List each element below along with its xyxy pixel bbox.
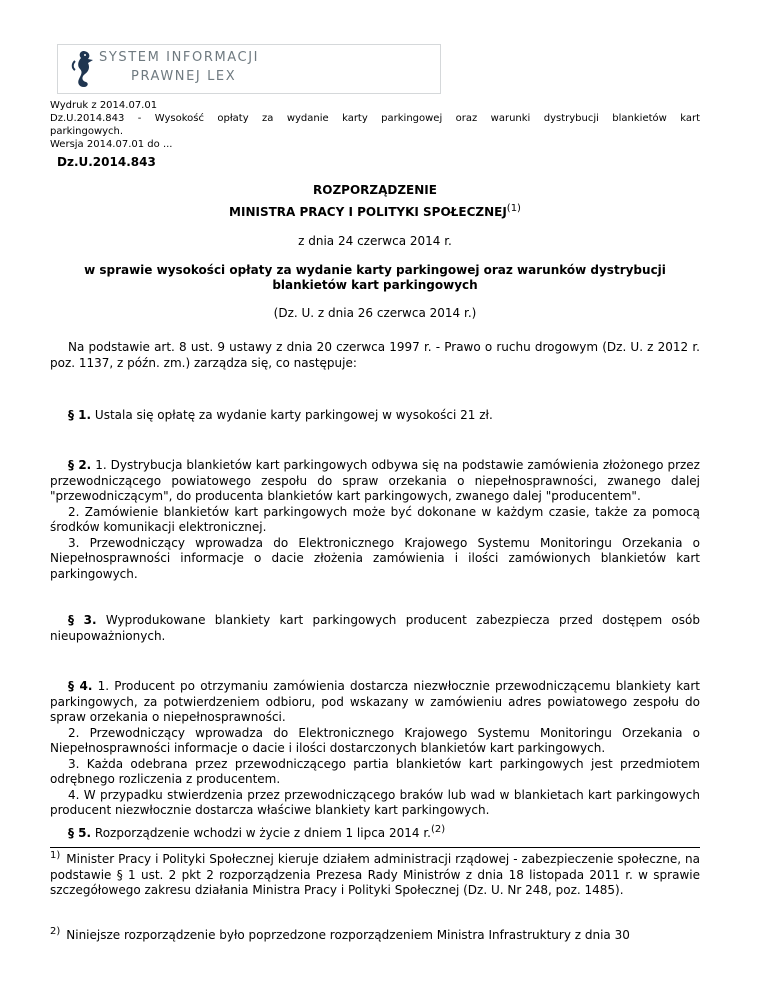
title-minister-text: MINISTRA PRACY I POLITYKI SPOŁECZNEJ xyxy=(229,205,507,219)
section-2-point-1: 1. Dystrybucja blankietów kart parkingowych odbywa się na podstawie zamówienia złożonego przez przewodniczącego powiatowego zespołu do spraw orzekania o niepełnosprawności, zwanego dalej "przewodniczącym", do producenta blankietów kart parkingowych, zwanego dalej "producentem". xyxy=(50,458,700,503)
section-4-point-1: 1. Producent po otrzymaniu zamówienia dostarcza niezwłocznie przewodniczącemu blankiety kart parkingowych, za potwierdzeniem odbioru, pod wskazany w zamówieniu adres powiatowego zespołu do spraw orzekania o niepełnosprawności. xyxy=(50,679,700,724)
footnote-1 xyxy=(50,852,700,899)
preamble-text: Na podstawie art. 8 ust. 9 ustawy z dnia 20 czerwca 1997 r. - Prawo o ruchu drogowym (Dz. U. z 2012 r. poz. 1137, z późn. zm.) zarządza się, co następuje: xyxy=(50,340,700,370)
footnote-1-mark: 1) xyxy=(50,850,61,861)
section-5-label: § 5. xyxy=(68,826,92,840)
section-2-point-3: 3. Przewodniczący wprowadza do Elektronicznego Krajowego Systemu Monitoringu Orzekania o Niepełnosprawności informacje o dacie złożenia zamówienia i ilości zamówionych blankietów kart parkingowych. xyxy=(50,535,700,581)
preamble xyxy=(50,340,700,371)
footnote-1-text: Minister Pracy i Polityki Społecznej kieruje działem administracji rządowej - zabezpieczenie społeczne, na podstawie § 1 ust. 2 pkt 2 rozporządzenia Prezesa Rady Ministrów z dnia 18 listopada 2011 r. w sprawie szczegółowego zakresu działania Ministra Pracy i Polityki Społecznej (Dz. U. Nr 248, poz. 1485). xyxy=(50,852,700,897)
section-3-label: § 3. xyxy=(68,613,97,627)
section-2-label: § 2. xyxy=(68,458,92,472)
footnote-2-text: Niniejsze rozporządzenie było poprzedzone rozporządzeniem Ministra Infrastruktury z dnia 30 xyxy=(66,928,630,942)
section-2-point-2: 2. Zamówienie blankietów kart parkingowych może być dokonane w każdym czasie, także za pomocą środków komunikacji elektronicznej. xyxy=(50,504,700,534)
print-metadata xyxy=(50,99,700,151)
document-id: Dz.U.2014.843 xyxy=(57,155,156,169)
footnote-2-mark: 2) xyxy=(50,926,61,937)
title-regulation: ROZPORZĄDZENIE xyxy=(313,183,437,197)
section-5 xyxy=(50,826,700,842)
lex-logo xyxy=(57,44,441,94)
section-4-label: § 4. xyxy=(68,679,93,693)
footnote-ref-2[interactable]: (2) xyxy=(430,824,446,835)
title-minister xyxy=(50,205,700,219)
section-4-point-2: 2. Przewodniczący wprowadza do Elektronicznego Krajowego Systemu Monitoringu Orzekania o Niepełnosprawności informacje o dacie i ilości dostarczonych blankietów kart parkingowych. xyxy=(50,725,700,755)
section-5-text: Rozporządzenie wchodzi w życie z dniem 1 lipca 2014 r. xyxy=(91,826,431,840)
reference-line-continued: parkingowych. xyxy=(50,126,124,137)
section-2 xyxy=(50,458,700,582)
section-4-point-4: 4. W przypadku stwierdzenia przez przewodniczącego braków lub wad w blankietach kart parkingowych producent niezwłocznie dostarcza właściwe blankiety kart parkingowych. xyxy=(50,787,700,817)
version-line: Wersja 2014.07.01 do ... xyxy=(50,139,173,150)
section-1-text: Ustala się opłatę za wydanie karty parkingowej w wysokości 21 zł. xyxy=(91,408,493,422)
print-date: Wydruk z 2014.07.01 xyxy=(50,100,158,111)
reference-line: Dz.U.2014.843 - Wysokość opłaty za wydanie karty parkingowej oraz warunki dystrybucji blankietów kart xyxy=(50,113,700,124)
publication-info: (Dz. U. z dnia 26 czerwca 2014 r.) xyxy=(273,306,477,320)
title-subject-line-2: blankietów kart parkingowych xyxy=(272,278,478,292)
footnote-ref-1[interactable]: (1) xyxy=(506,203,521,214)
logo-text-prawnej-lex: PRAWNEJ LEX xyxy=(131,69,237,84)
logo-text-system-informacji: SYSTEM INFORMACJI xyxy=(99,50,260,65)
section-1 xyxy=(50,408,700,424)
seahorse-icon xyxy=(66,48,96,90)
footnote-2 xyxy=(50,928,700,944)
title-date: z dnia 24 czerwca 2014 r. xyxy=(298,234,452,248)
footnote-divider xyxy=(50,847,700,848)
section-4 xyxy=(50,679,700,819)
section-3 xyxy=(50,613,700,644)
title-subject-line-1: w sprawie wysokości opłaty za wydanie karty parkingowej oraz warunków dystrybucji xyxy=(84,263,666,277)
title-subject xyxy=(50,263,700,293)
section-1-label: § 1. xyxy=(68,408,92,422)
section-3-text: Wyprodukowane blankiety kart parkingowych producent zabezpiecza przed dostępem osób nieupoważnionych. xyxy=(50,613,700,643)
section-4-point-3: 3. Każda odebrana przez przewodniczącego partia blankietów kart parkingowych jest przedmiotem odrębnego rozliczenia z producentem. xyxy=(50,756,700,786)
